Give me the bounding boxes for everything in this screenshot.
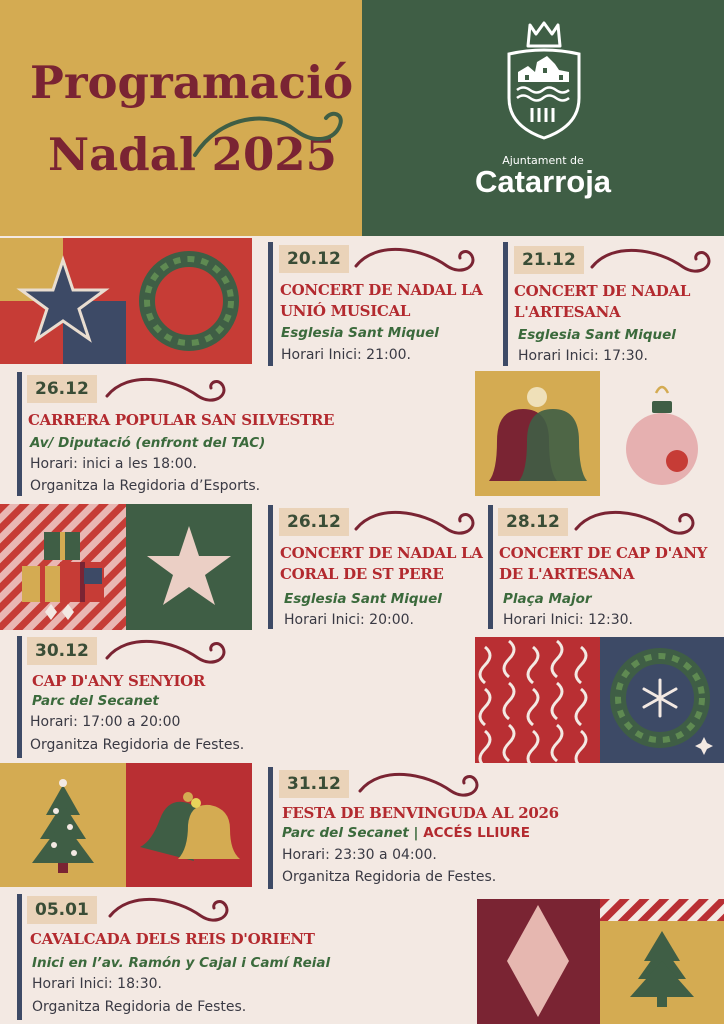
- event-title: CAP D'ANY SENYIOR: [32, 672, 206, 690]
- event-title: CONCERT DE NADAL LA CORAL DE ST PERE: [280, 544, 483, 583]
- tree-tile-gold: [600, 899, 724, 1024]
- snowflake-wreath-tile: [600, 637, 724, 763]
- event-title: FESTA DE BENVINGUDA AL 2026: [282, 804, 559, 822]
- event-location: Esglesia Sant Miquel: [281, 325, 439, 341]
- event-accent-bar: [17, 636, 22, 758]
- star-tile-green: [126, 504, 252, 630]
- free-access-label: ACCÉS LLIURE: [423, 825, 530, 841]
- event-date: 20.12: [279, 245, 349, 273]
- event-time: Horari Inici: 12:30.: [503, 612, 633, 628]
- event-date: 26.12: [27, 375, 97, 403]
- ornament-tile: [600, 371, 724, 496]
- star-tile: [0, 238, 126, 364]
- event-location: Parc del Secanet: [32, 693, 159, 709]
- event-title: CONCERT DE NADAL L'ARTESANA: [514, 282, 691, 321]
- event-time: Horari: 23:30 a 04:00.: [282, 847, 437, 863]
- swirl-icon: [103, 374, 233, 406]
- event-time: Horari Inici: 20:00.: [284, 612, 414, 628]
- event-location: Plaça Major: [503, 591, 592, 607]
- event-title: CONCERT DE NADAL LA UNIÓ MUSICAL: [280, 281, 483, 320]
- event-location: Esglesia Sant Miquel: [518, 327, 676, 343]
- town-name: Catarroja: [474, 164, 612, 199]
- event-date: 21.12: [514, 246, 584, 274]
- event-date: 28.12: [498, 508, 568, 536]
- event-location-name: Parc del Secanet: [282, 825, 409, 841]
- page-title-line2: Nadal 2025: [48, 128, 337, 181]
- gifts-tile: [0, 504, 126, 630]
- event-date: 26.12: [279, 508, 349, 536]
- event-location: [282, 825, 530, 841]
- tree-tile: [0, 763, 126, 887]
- event-date: 30.12: [27, 637, 97, 665]
- event-accent-bar: [17, 372, 22, 496]
- event-time: Horari: inici a les 18:00.: [30, 456, 198, 472]
- pattern-tile: [475, 637, 600, 763]
- event-accent-bar: [268, 505, 273, 629]
- title-swirl-icon: [190, 110, 350, 170]
- event-title: CONCERT DE CAP D'ANY DE L'ARTESANA: [499, 544, 708, 583]
- swirl-icon: [588, 245, 718, 277]
- bells-tile: [475, 371, 600, 496]
- event-location: Inici en l’av. Ramón y Cajal i Camí Reial: [32, 955, 331, 971]
- swirl-icon: [106, 894, 236, 926]
- event-accent-bar: [268, 242, 273, 366]
- swirl-icon: [352, 244, 482, 276]
- location-separator: |: [408, 825, 424, 841]
- wreath-tile: [126, 238, 252, 364]
- swirl-icon: [103, 636, 233, 668]
- event-title: CAVALCADA DELS REIS D'ORIENT: [30, 930, 315, 948]
- diamond-tile: [477, 899, 600, 1024]
- event-accent-bar: [17, 894, 22, 1020]
- page-title-line1: Programació: [30, 56, 354, 109]
- event-time: Horari: 17:00 a 20:00: [30, 714, 181, 730]
- swirl-icon: [352, 507, 482, 539]
- swirl-icon: [572, 507, 702, 539]
- event-accent-bar: [503, 242, 508, 366]
- event-organizer: Organitza Regidoria de Festes.: [282, 869, 497, 885]
- event-time: Horari Inici: 18:30.: [32, 976, 162, 992]
- bells-tile-red: [126, 763, 252, 887]
- event-date: 05.01: [27, 896, 97, 924]
- swirl-icon: [356, 769, 486, 801]
- event-organizer: Organitza la Regidoria d’Esports.: [30, 478, 261, 494]
- event-time: Horari Inici: 17:30.: [518, 348, 648, 364]
- event-time: Horari Inici: 21:00.: [281, 347, 411, 363]
- event-accent-bar: [268, 767, 273, 889]
- event-organizer: Organitza Regidoria de Festes.: [32, 999, 247, 1015]
- event-date: 31.12: [279, 770, 349, 798]
- event-location: Esglesia Sant Miquel: [284, 591, 442, 607]
- catarroja-shield-logo-icon: [503, 20, 585, 142]
- event-accent-bar: [488, 505, 493, 629]
- event-title: CARRERA POPULAR SAN SILVESTRE: [28, 411, 335, 429]
- ajuntament-label: Ajuntament de: [502, 154, 584, 167]
- event-organizer: Organitza Regidoria de Festes.: [30, 737, 245, 753]
- event-location: Av/ Diputació (enfront del TAC): [30, 435, 266, 451]
